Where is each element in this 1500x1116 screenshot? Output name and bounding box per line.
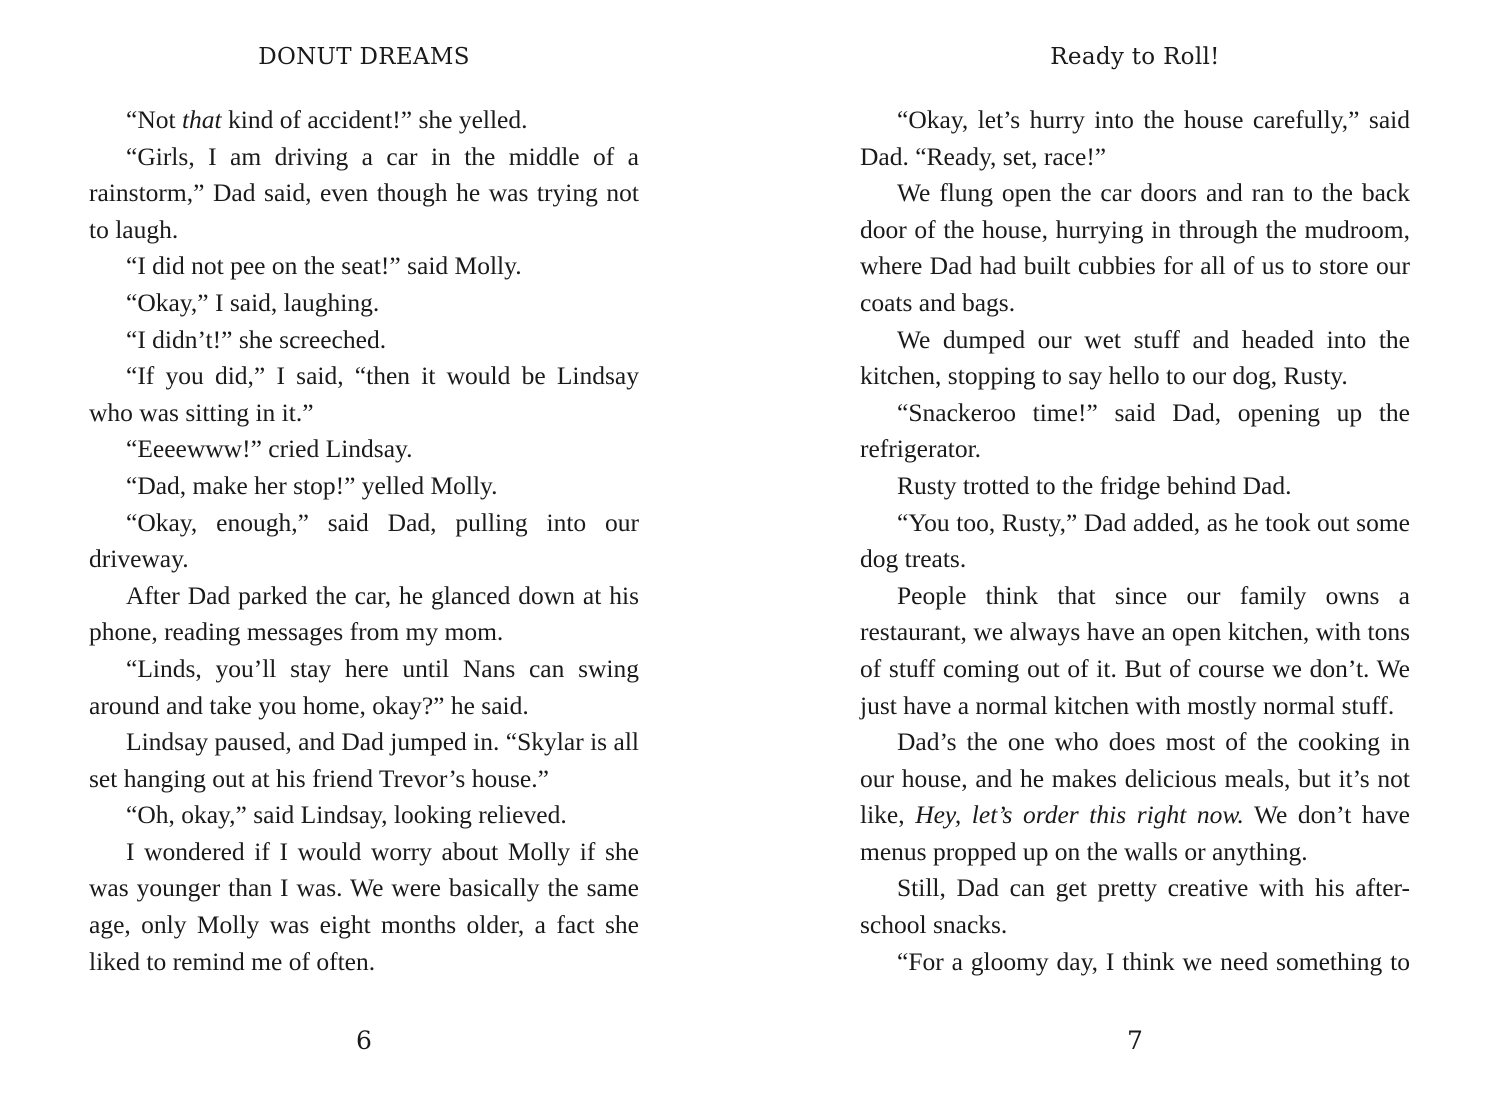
- paragraph: “If you did,” I said, “then it would be Lindsay who was sitting in it.”: [89, 361, 639, 427]
- paragraph-continued: “For a gloomy day, I think we need something to: [897, 946, 1410, 976]
- running-head-chapter-title: Ready to Roll!: [1050, 44, 1220, 70]
- paragraph: Still, Dad can get pretty creative with his after-school snacks.: [860, 873, 1410, 940]
- paragraph: “Girls, I am driving a car in the middle of a rainstorm,” Dad said, even though he was trying not to laugh.: [89, 141, 639, 244]
- paragraph: People think that since our family owns a restaurant, we always have an open kitchen, with tons of stuff coming out of it. But of course we don’t. We just have a normal kitchen with mostly normal stuff.: [860, 580, 1410, 720]
- italic-emphasis: Hey, let’s order this right now.: [915, 800, 1244, 830]
- paragraph: “Okay,” I said, laughing.: [126, 287, 380, 317]
- paragraph-text: “Not: [126, 105, 182, 134]
- paragraph: “Dad, make her stop!” yelled Molly.: [126, 470, 498, 500]
- page-number: 6: [356, 1026, 372, 1055]
- paragraph: We dumped our wet stuff and headed into the kitchen, stopping to say hello to our dog, Rusty.: [860, 324, 1410, 391]
- right-page-body: [860, 102, 1410, 980]
- paragraph: “You too, Rusty,” Dad added, as he took out some dog treats.: [860, 507, 1410, 574]
- paragraph: [89, 102, 639, 139]
- italic-emphasis: that: [181, 105, 222, 134]
- paragraph: “Oh, okay,” said Lindsay, looking relieved.: [126, 800, 567, 830]
- paragraph: “Eeeewww!” cried Lindsay.: [126, 434, 413, 464]
- paragraph: “I didn’t!” she screeched.: [126, 324, 387, 354]
- paragraph: “Snackeroo time!” said Dad, opening up the refrigerator.: [860, 397, 1410, 464]
- paragraph-text: We don’t have menus propped up on the walls or anything.: [860, 800, 1410, 866]
- paragraph: “I did not pee on the seat!” said Molly.: [126, 251, 522, 281]
- paragraph: Lindsay paused, and Dad jumped in. “Skylar is all set hanging out at his friend Trevor’s house.”: [89, 727, 639, 793]
- paragraph: “Okay, let’s hurry into the house carefully,” said Dad. “Ready, set, race!”: [860, 105, 1410, 171]
- paragraph: “Linds, you’ll stay here until Nans can swing around and take you home, okay?” he said.: [89, 653, 639, 720]
- paragraph: [860, 724, 1410, 870]
- paragraph-text: kind of accident!” she yelled.: [221, 105, 528, 134]
- left-page-body: [89, 102, 639, 980]
- paragraph: Rusty trotted to the fridge behind Dad.: [897, 470, 1292, 500]
- right-page: [860, 0, 1410, 1116]
- running-head-book-title: DONUT DREAMS: [258, 44, 470, 70]
- paragraph: I wondered if I would worry about Molly if she was younger than I was. We were basically the same age, only Molly was eight months older, a fact she liked to remind me of often.: [89, 836, 639, 976]
- left-page: [89, 0, 639, 1116]
- paragraph: “Okay, enough,” said Dad, pulling into our driveway.: [89, 507, 639, 574]
- paragraph: After Dad parked the car, he glanced down at his phone, reading messages from my mom.: [89, 580, 639, 647]
- paragraph-text: Dad’s the one who does most of the cooking in our house, and he makes delicious meals, but it’s not like,: [860, 727, 1410, 830]
- paragraph: We flung open the car doors and ran to the back door of the house, hurrying in through the mudroom, where Dad had built cubbies for all of us to store our coats and bags.: [860, 178, 1410, 317]
- page-number: 7: [1127, 1026, 1143, 1055]
